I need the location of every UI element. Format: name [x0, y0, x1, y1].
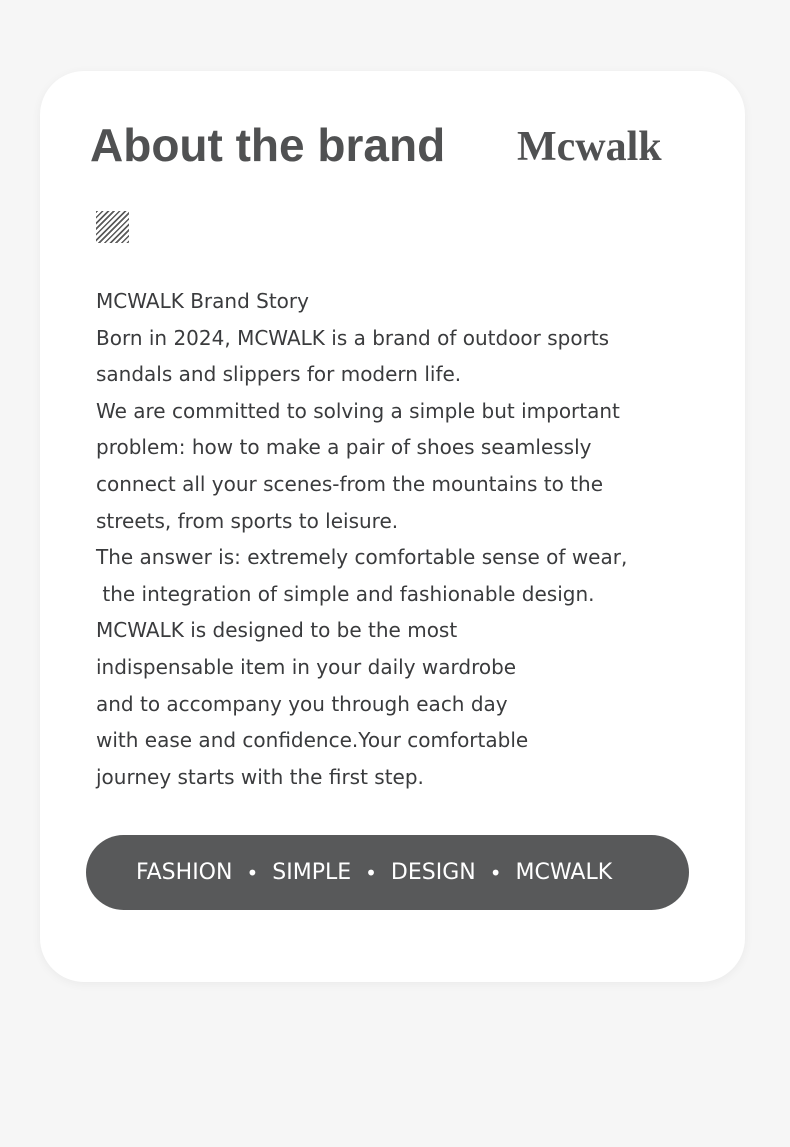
hatched-square-icon [96, 211, 129, 243]
tag-simple: SIMPLE [272, 860, 352, 885]
story-line: Born in 2024, MCWALK is a brand of outdoor sports [96, 325, 610, 350]
story-line: and to accompany you through each day [96, 691, 508, 716]
brand-tag-bar [86, 835, 689, 910]
story-line: indispensable item in your daily wardrobe [96, 654, 517, 679]
story-title: MCWALK Brand Story [96, 289, 309, 313]
story-line: streets, from sports to leisure. [96, 508, 399, 533]
story-line: problem: how to make a pair of shoes seamlessly [96, 435, 592, 460]
brand-story [96, 283, 696, 795]
story-line: journey starts with the first step. [96, 764, 424, 789]
tag-separator: • [246, 860, 259, 885]
tag-design: DESIGN [390, 860, 476, 885]
tag-separator: • [489, 860, 502, 885]
story-line: MCWALK is designed to be the most [96, 618, 458, 643]
tag-fashion: FASHION [136, 860, 233, 885]
story-line: the integration of simple and fashionable design. [96, 581, 595, 606]
brand-logo: Mcwalk [517, 124, 662, 170]
page-title: About the brand [90, 119, 446, 171]
story-line: with ease and confidence.Your comfortable [96, 728, 529, 753]
tag-separator: • [365, 860, 377, 885]
story-line: The answer is: extremely comfortable sense of wear, [96, 545, 628, 570]
tag-mcwalk: MCWALK [515, 860, 613, 885]
story-line: connect all your scenes-from the mountains to the [96, 471, 603, 496]
story-line: sandals and slippers for modern life. [96, 362, 462, 387]
about-card [40, 71, 745, 982]
story-line: We are committed to solving a simple but important [96, 398, 620, 423]
